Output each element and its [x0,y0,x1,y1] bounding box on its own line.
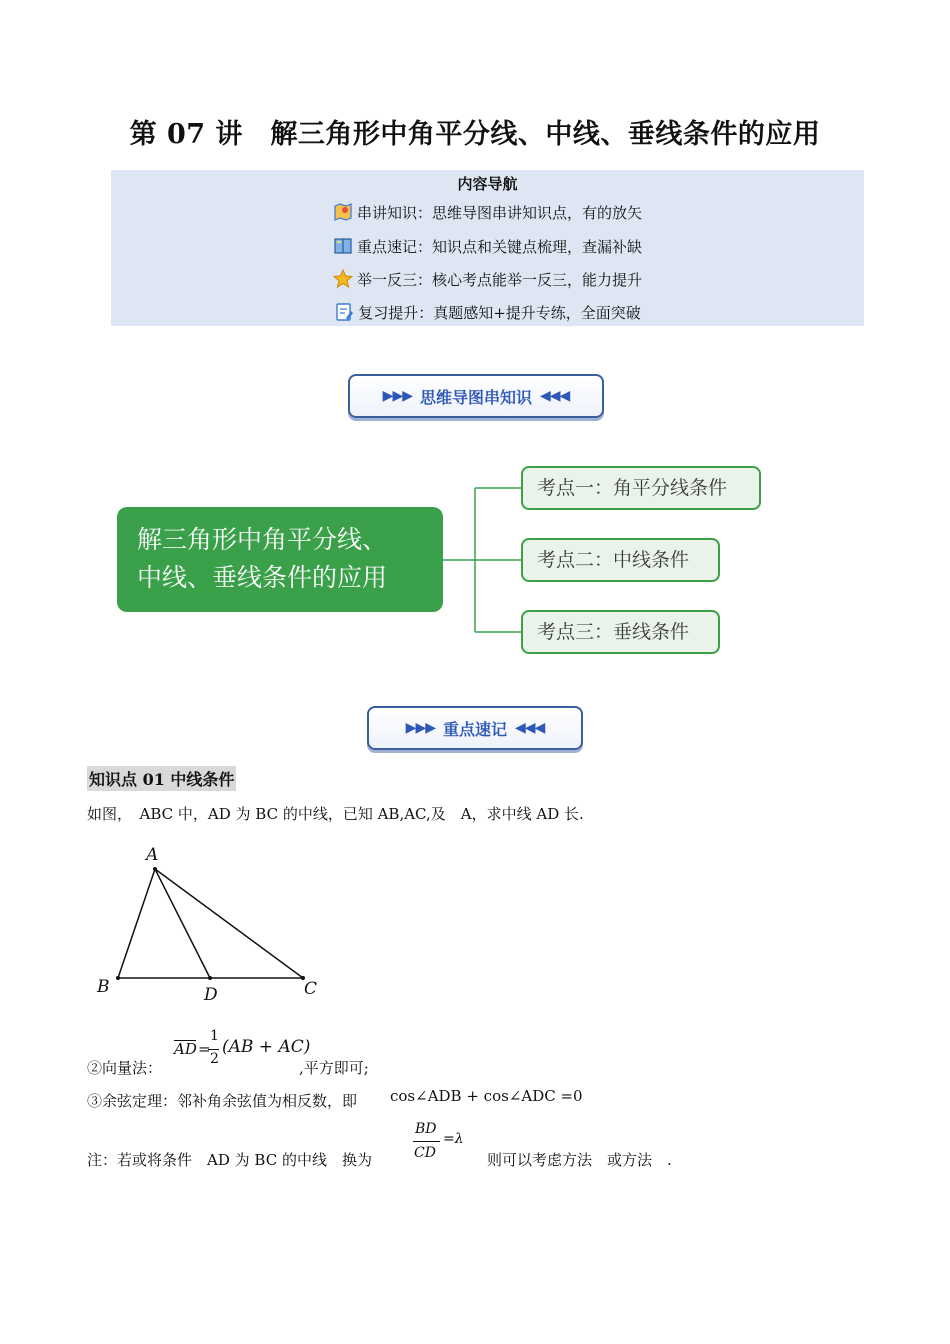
banner-label: 思维导图串知识 [419,387,532,407]
nav-item-label: 重点速记：知识点和关键点梳理，查漏补缺 [356,238,642,256]
vertex-label-c: C [304,979,318,999]
triangle-figure [90,860,330,990]
mindmap-root-line2: 中线、垂线条件的应用 [137,563,388,592]
note-suffix: 则可以考虑方法 或方法 . [487,1151,672,1169]
method3-formula: cos∠ADB + cos∠ADC =0 [390,1087,583,1105]
mindmap-root [117,507,443,612]
method2-prefix: ②向量法： [87,1059,163,1077]
knowledge-heading: 知识点 01 中线条件 [87,766,236,791]
page-title: 第 07 讲 解三角形中角平分线、中线、垂线条件的应用 [129,119,821,150]
nav-heading: 内容导航 [457,175,518,193]
note-ratio-formula: BD CD =λ [414,1121,464,1161]
right-arrows-icon: ▶▶▶ [382,388,412,404]
right-arrows-icon: ▶▶▶ [405,720,435,736]
method3-prefix: ③余弦定理：邻补角余弦值为相反数，即 [87,1092,358,1110]
vertex-label-d: D [204,985,218,1005]
nav-item-label: 串讲知识：思维导图串讲知识点，有的放矢 [356,204,642,222]
method2-suffix: ,平方即可; [299,1059,369,1077]
nav-item-label: 复习提升：真题感知+提升专练，全面突破 [358,304,641,322]
banner-label: 重点速记 [442,719,507,739]
left-arrows-icon: ◀◀◀ [515,720,545,736]
mindmap-node-median: 考点二：中线条件 [521,538,720,582]
note-prefix: 注：若或将条件 AD 为 BC 的中线 换为 [87,1151,372,1169]
nav-item-label: 举一反三：核心考点能举一反三，能力提升 [356,271,642,289]
left-arrows-icon: ◀◀◀ [540,388,570,404]
section-banner-keypoints [367,706,583,750]
vertex-label-b: B [97,977,110,997]
knowledge-intro: 如图， ABC 中，AD 为 BC 的中线，已知 AB,AC,及 A，求中线 AD 长. [87,805,584,823]
mindmap-root-line1: 解三角形中角平分线、 [137,525,388,554]
mindmap-node-altitude: 考点三：垂线条件 [521,610,720,654]
vertex-label-a: A [146,845,159,865]
mindmap-node-angle-bisector: 考点一：角平分线条件 [521,466,761,510]
